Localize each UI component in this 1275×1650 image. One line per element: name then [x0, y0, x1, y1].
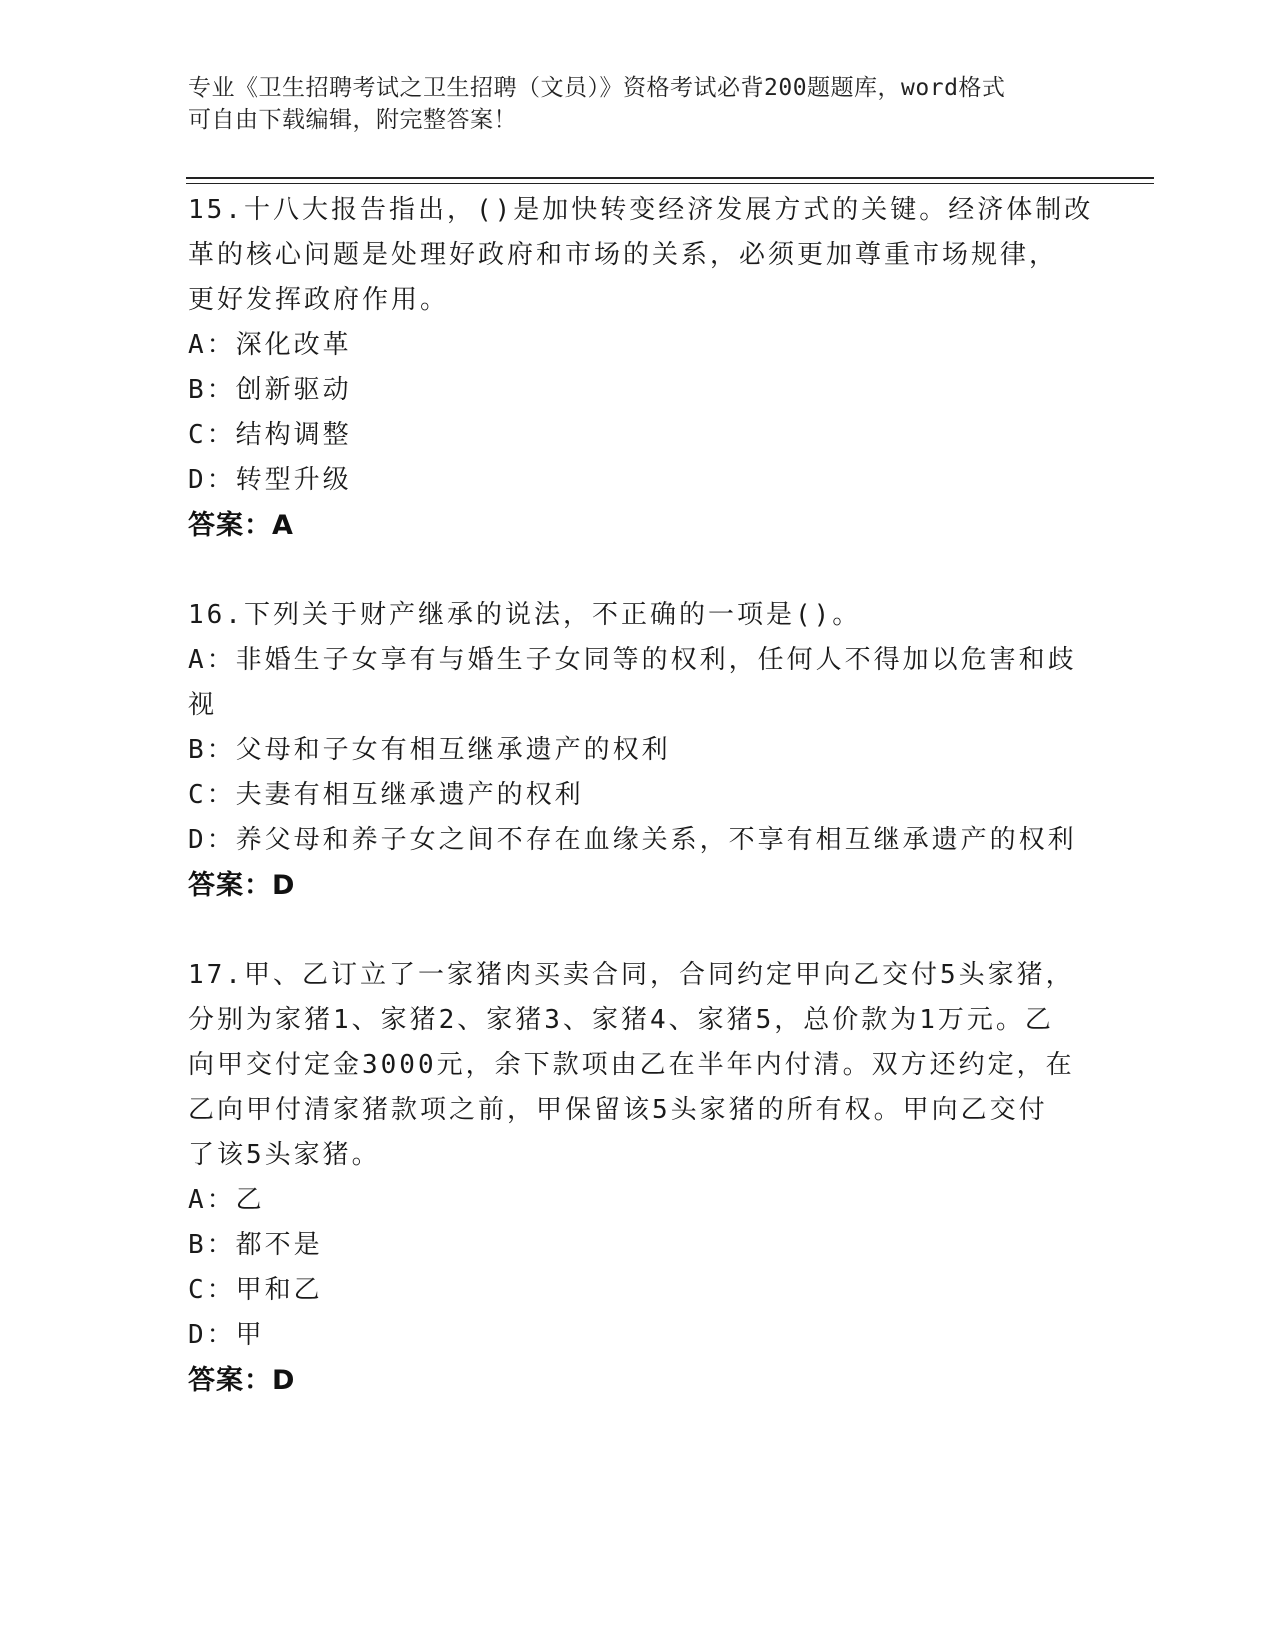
option-a: A：深化改革 — [188, 330, 352, 360]
option-d: D：转型升级 — [188, 465, 352, 495]
question-16 — [188, 593, 1088, 908]
option-b: B：都不是 — [188, 1230, 323, 1260]
option-a: A：非婚生子女享有与婚生子女同等的权利，任何人不得加以危害和歧 — [188, 645, 1077, 675]
question-spacer — [188, 908, 1088, 953]
option-a-continued: 视 — [188, 690, 218, 720]
option-b: B：父母和子女有相互继承遗产的权利 — [188, 735, 671, 765]
question-stem-line: 乙向甲付清家猪款项之前，甲保留该5头家猪的所有权。甲向乙交付 — [188, 1095, 1048, 1125]
question-17 — [188, 953, 1088, 1403]
question-stem-line: 了该5头家猪。 — [188, 1140, 381, 1170]
header-divider-thick — [186, 177, 1154, 179]
option-d: D：养父母和养子女之间不存在血缘关系，不享有相互继承遗产的权利 — [188, 825, 1077, 855]
question-list — [188, 188, 1094, 1403]
question-stem-line: 更好发挥政府作用。 — [188, 285, 450, 315]
option-b: B：创新驱动 — [188, 375, 352, 405]
question-stem-line: 16.下列关于财产继承的说法，不正确的一项是()。 — [188, 600, 862, 630]
question-15 — [188, 188, 1094, 548]
option-a: A：乙 — [188, 1185, 265, 1215]
question-stem-line: 15.十八大报告指出，()是加快转变经济发展方式的关键。经济体制改 — [188, 195, 1094, 225]
option-c: C：夫妻有相互继承遗产的权利 — [188, 780, 584, 810]
question-stem-line: 革的核心问题是处理好政府和市场的关系，必须更加尊重市场规律， — [188, 240, 1059, 270]
header-line-2: 可自由下载编辑，附完整答案！ — [188, 107, 517, 133]
header-line-1: 专业《卫生招聘考试之卫生招聘（文员）》资格考试必背200题题库，word格式 — [188, 75, 1006, 101]
header-divider-thin — [186, 183, 1154, 184]
option-c: C：结构调整 — [188, 420, 352, 450]
question-stem-line: 向甲交付定金3000元，余下款项由乙在半年内付清。双方还约定，在 — [188, 1050, 1075, 1080]
answer-label: 答案：D — [188, 1365, 296, 1396]
answer-label: 答案：A — [188, 510, 294, 541]
option-d: D：甲 — [188, 1320, 265, 1350]
question-stem-line: 17.甲、乙订立了一家猪肉买卖合同，合同约定甲向乙交付5头家猪， — [188, 960, 1075, 990]
question-stem-line: 分别为家猪1、家猪2、家猪3、家猪4、家猪5，总价款为1万元。乙 — [188, 1005, 1054, 1035]
option-c: C：甲和乙 — [188, 1275, 323, 1305]
answer-label: 答案：D — [188, 870, 296, 901]
document-header — [188, 72, 1088, 136]
question-spacer — [188, 548, 1088, 593]
